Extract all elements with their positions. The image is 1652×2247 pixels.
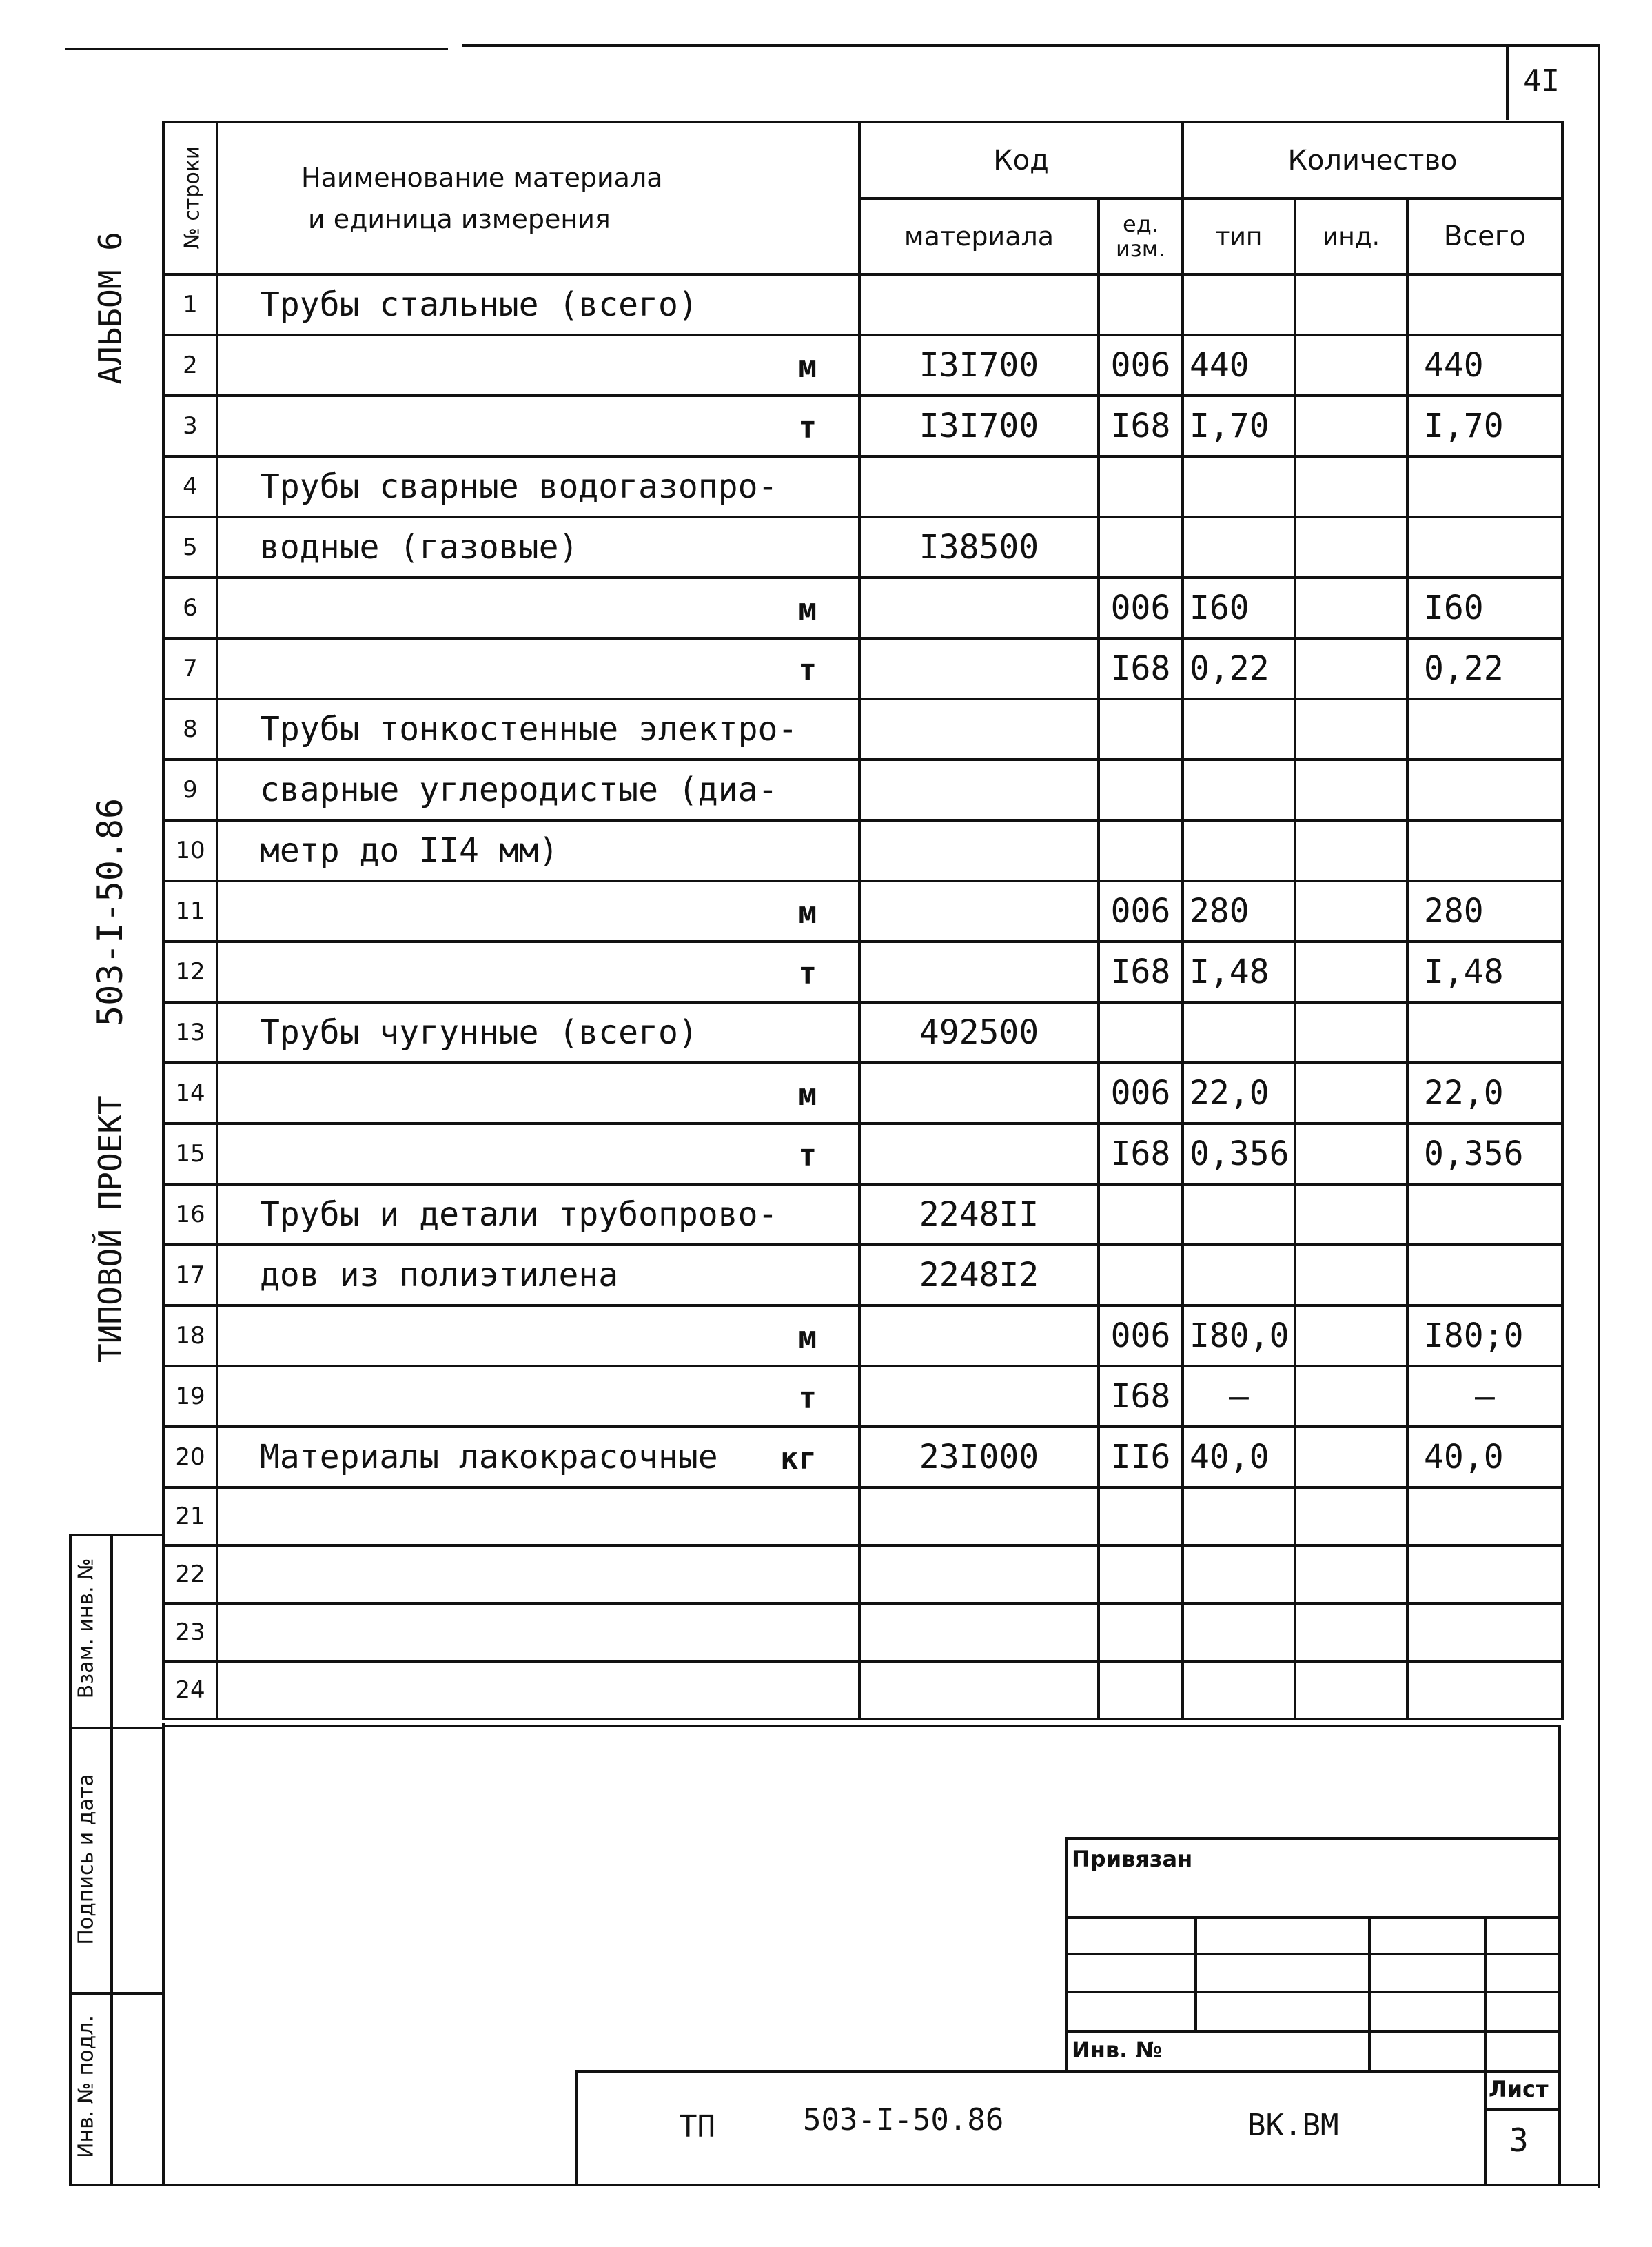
- row-number: 15: [163, 1124, 217, 1184]
- row-number: 3: [163, 396, 217, 456]
- qty-vsego: [1407, 760, 1562, 820]
- table-row: [163, 1487, 1562, 1545]
- header-name-line2: и единица измерения: [308, 203, 611, 234]
- qty-tip: 0,22: [1183, 638, 1295, 699]
- qty-ind: [1295, 1427, 1407, 1487]
- header-ind: инд.: [1295, 199, 1407, 274]
- qty-vsego: I60: [1407, 578, 1562, 638]
- material-name: [217, 638, 859, 699]
- row-number: 14: [163, 1063, 217, 1124]
- table-row: [163, 942, 1562, 1002]
- qty-tip: 40,0: [1183, 1427, 1295, 1487]
- strip-bottom: [69, 2184, 1599, 2186]
- material-name: [217, 1366, 859, 1427]
- unit-code: [1099, 1545, 1183, 1603]
- unit-code: 006: [1099, 578, 1183, 638]
- row-number: 8: [163, 699, 217, 760]
- row-number: 2: [163, 335, 217, 396]
- material-name: [217, 1427, 859, 1487]
- unit-code: [1099, 1245, 1183, 1305]
- table-row: [163, 881, 1562, 942]
- qty-ind: [1295, 1245, 1407, 1305]
- material-code: 2248I2: [859, 1245, 1099, 1305]
- measure-unit: т: [798, 1381, 817, 1416]
- row-number: 24: [163, 1661, 217, 1719]
- stamp-list-left: [1484, 2070, 1487, 2185]
- qty-ind: [1295, 1603, 1407, 1661]
- qty-vsego: I,48: [1407, 942, 1562, 1002]
- material-code: [859, 881, 1099, 942]
- table-row: [163, 1366, 1562, 1427]
- stamp-main-left: [575, 2070, 578, 2185]
- qty-ind: [1295, 942, 1407, 1002]
- material-name-text: Трубы и детали трубопрово-: [260, 1195, 778, 1234]
- table-row: [163, 396, 1562, 456]
- header-ed-izm: ед. изм.: [1099, 199, 1183, 274]
- stamp-col-2: [1368, 1916, 1371, 2071]
- material-name: [217, 760, 859, 820]
- row-number: 11: [163, 881, 217, 942]
- qty-tip: [1183, 1245, 1295, 1305]
- stamp-col-3: [1484, 1916, 1487, 2071]
- material-name: [217, 396, 859, 456]
- material-code: [859, 1366, 1099, 1427]
- qty-vsego: [1407, 1603, 1562, 1661]
- measure-unit: т: [798, 653, 817, 689]
- table-row: [163, 456, 1562, 517]
- measure-unit: кг: [780, 1441, 817, 1477]
- stamp-row-2: [1065, 1953, 1561, 1955]
- page-number-box-right: [1598, 44, 1600, 2188]
- material-code: [859, 820, 1099, 881]
- stamp-main-top: [575, 2070, 1561, 2073]
- unit-code: [1099, 1487, 1183, 1545]
- qty-ind: [1295, 1305, 1407, 1366]
- stamp-row-1: [1065, 1916, 1561, 1919]
- table-row: [163, 1124, 1562, 1184]
- material-name-text: водные (газовые): [260, 528, 579, 567]
- qty-ind: [1295, 820, 1407, 881]
- qty-vsego: [1407, 820, 1562, 881]
- measure-unit: м: [798, 1077, 817, 1113]
- qty-ind: [1295, 1002, 1407, 1063]
- material-code: [859, 274, 1099, 335]
- qty-vsego: 0,22: [1407, 638, 1562, 699]
- qty-ind: [1295, 638, 1407, 699]
- unit-code: [1099, 699, 1183, 760]
- top-rule-right: [462, 44, 1599, 47]
- unit-code: 006: [1099, 335, 1183, 396]
- qty-vsego: 440: [1407, 335, 1562, 396]
- table-row: [163, 1661, 1562, 1719]
- stamp-mark: ВК.ВМ: [1247, 2108, 1339, 2143]
- material-name-text: Трубы сварные водогазопро-: [260, 467, 778, 506]
- table-row: [163, 1545, 1562, 1603]
- material-code: 2248II: [859, 1184, 1099, 1245]
- qty-vsego: –: [1407, 1366, 1562, 1427]
- row-number: 4: [163, 456, 217, 517]
- qty-ind: [1295, 760, 1407, 820]
- header-code: Код: [859, 122, 1183, 199]
- row-number: 16: [163, 1184, 217, 1245]
- qty-vsego: 22,0: [1407, 1063, 1562, 1124]
- side-label-podpis-data: Подпись и дата: [74, 1773, 99, 1945]
- qty-tip: I60: [1183, 578, 1295, 638]
- header-name-line1: Наименование материала: [301, 162, 663, 193]
- qty-tip: [1183, 699, 1295, 760]
- material-code: [859, 456, 1099, 517]
- material-name: [217, 1661, 859, 1719]
- side-label-inv-podl: Инв. № подл.: [74, 2015, 99, 2158]
- qty-vsego: [1407, 456, 1562, 517]
- measure-unit: м: [798, 895, 817, 931]
- stamp-list-label: Лист: [1489, 2076, 1549, 2102]
- material-code: [859, 578, 1099, 638]
- unit-code: I68: [1099, 396, 1183, 456]
- table-row: [163, 1305, 1562, 1366]
- stamp-inv-no: Инв. №: [1072, 2037, 1162, 2063]
- qty-tip: [1183, 1002, 1295, 1063]
- stamp-row-3: [1065, 1991, 1561, 1993]
- row-number: 22: [163, 1545, 217, 1603]
- material-name-text: метр до II4 мм): [260, 831, 559, 870]
- material-name: [217, 335, 859, 396]
- qty-vsego: I,70: [1407, 396, 1562, 456]
- stamp-list-divider: [1484, 2108, 1561, 2111]
- qty-vsego: 0,356: [1407, 1124, 1562, 1184]
- material-name: [217, 1603, 859, 1661]
- material-code: [859, 1661, 1099, 1719]
- qty-tip: [1183, 1661, 1295, 1719]
- material-code: I3I700: [859, 396, 1099, 456]
- qty-ind: [1295, 699, 1407, 760]
- qty-tip: [1183, 517, 1295, 578]
- qty-ind: [1295, 274, 1407, 335]
- material-name: [217, 1487, 859, 1545]
- material-code: [859, 699, 1099, 760]
- material-name: [217, 1305, 859, 1366]
- row-number: 18: [163, 1305, 217, 1366]
- unit-code: [1099, 820, 1183, 881]
- material-name: [217, 1124, 859, 1184]
- material-name: [217, 942, 859, 1002]
- table-row: [163, 638, 1562, 699]
- unit-code: II6: [1099, 1427, 1183, 1487]
- material-code: [859, 1603, 1099, 1661]
- material-name-text: сварные углеродистые (диа-: [260, 771, 778, 809]
- row-number: 23: [163, 1603, 217, 1661]
- qty-ind: [1295, 1545, 1407, 1603]
- material-name: [217, 881, 859, 942]
- material-code: [859, 638, 1099, 699]
- material-name: [217, 1002, 859, 1063]
- qty-vsego: [1407, 1661, 1562, 1719]
- stamp-code: 503-I-50.86: [803, 2102, 1004, 2137]
- row-number: 12: [163, 942, 217, 1002]
- material-code: I3I700: [859, 335, 1099, 396]
- qty-tip: 0,356: [1183, 1124, 1295, 1184]
- header-name: [217, 122, 859, 274]
- unit-code: I68: [1099, 1366, 1183, 1427]
- qty-ind: [1295, 578, 1407, 638]
- header-quantity: Количество: [1183, 122, 1562, 199]
- table-row: [163, 517, 1562, 578]
- unit-code: I68: [1099, 942, 1183, 1002]
- table-row: [163, 1184, 1562, 1245]
- side-label-project-type: ТИПОВОЙ ПРОЕКТ: [92, 1095, 129, 1363]
- table-row: [163, 335, 1562, 396]
- unit-code: [1099, 1002, 1183, 1063]
- qty-tip: 280: [1183, 881, 1295, 942]
- material-name: [217, 517, 859, 578]
- qty-tip: 440: [1183, 335, 1295, 396]
- material-name-text: Трубы чугунные (всего): [260, 1013, 698, 1052]
- qty-vsego: [1407, 517, 1562, 578]
- material-name: [217, 456, 859, 517]
- table-row: [163, 578, 1562, 638]
- row-number: 21: [163, 1487, 217, 1545]
- qty-ind: [1295, 335, 1407, 396]
- qty-tip: I80,0: [1183, 1305, 1295, 1366]
- material-name-text: Трубы тонкостенные электро-: [260, 710, 798, 749]
- materials-table-body: [163, 274, 1562, 1719]
- frame-right-edge: [1558, 1725, 1561, 2186]
- qty-tip: [1183, 1184, 1295, 1245]
- page-number-box-left: [1506, 44, 1509, 120]
- header-row-num: № строки: [163, 122, 217, 274]
- row-number: 1: [163, 274, 217, 335]
- unit-code: 006: [1099, 881, 1183, 942]
- qty-ind: [1295, 517, 1407, 578]
- qty-tip: [1183, 1487, 1295, 1545]
- material-code: [859, 760, 1099, 820]
- table-row: [163, 1245, 1562, 1305]
- material-name: [217, 578, 859, 638]
- header-material: материала: [859, 199, 1099, 274]
- qty-tip: [1183, 1603, 1295, 1661]
- stamp-privyazan: Привязан: [1072, 1846, 1193, 1872]
- frame-left-edge: [162, 1723, 165, 2185]
- material-code: [859, 1305, 1099, 1366]
- material-code: [859, 1063, 1099, 1124]
- qty-ind: [1295, 456, 1407, 517]
- qty-ind: [1295, 881, 1407, 942]
- materials-table: [162, 121, 1564, 1720]
- table-row: [163, 699, 1562, 760]
- material-code: 492500: [859, 1002, 1099, 1063]
- row-number: 6: [163, 578, 217, 638]
- side-label-project-code: 503-I-50.86: [90, 797, 130, 1026]
- table-row: [163, 820, 1562, 881]
- qty-vsego: [1407, 1245, 1562, 1305]
- table-row: [163, 760, 1562, 820]
- material-code: I38500: [859, 517, 1099, 578]
- qty-tip: [1183, 1545, 1295, 1603]
- unit-code: [1099, 760, 1183, 820]
- qty-ind: [1295, 1487, 1407, 1545]
- material-name: [217, 1063, 859, 1124]
- qty-tip: [1183, 820, 1295, 881]
- row-number: 5: [163, 517, 217, 578]
- material-name: [217, 699, 859, 760]
- material-name: [217, 274, 859, 335]
- qty-ind: [1295, 1063, 1407, 1124]
- material-code: [859, 1124, 1099, 1184]
- unit-code: [1099, 456, 1183, 517]
- stamp-col-1: [1194, 1916, 1197, 2030]
- side-label-album: АЛЬБОМ 6: [92, 232, 129, 385]
- strip-divider-1: [69, 1727, 162, 1729]
- row-number: 7: [163, 638, 217, 699]
- qty-ind: [1295, 1661, 1407, 1719]
- material-code: [859, 1487, 1099, 1545]
- qty-vsego: [1407, 699, 1562, 760]
- measure-unit: м: [798, 592, 817, 628]
- qty-vsego: [1407, 1545, 1562, 1603]
- row-number: 19: [163, 1366, 217, 1427]
- material-name: [217, 820, 859, 881]
- qty-vsego: [1407, 1002, 1562, 1063]
- row-number: 10: [163, 820, 217, 881]
- row-number: 9: [163, 760, 217, 820]
- qty-tip: 22,0: [1183, 1063, 1295, 1124]
- qty-vsego: 40,0: [1407, 1427, 1562, 1487]
- qty-ind: [1295, 1366, 1407, 1427]
- material-name-text: Трубы стальные (всего): [260, 285, 698, 324]
- stamp-row-4: [1065, 2030, 1561, 2033]
- measure-unit: м: [798, 1320, 817, 1356]
- qty-vsego: [1407, 274, 1562, 335]
- row-number: 17: [163, 1245, 217, 1305]
- material-name: [217, 1245, 859, 1305]
- material-name-text: Материалы лакокрасочные: [260, 1438, 718, 1476]
- qty-vsego: 280: [1407, 881, 1562, 942]
- strip-left-edge: [69, 1534, 72, 2185]
- table-row: [163, 1603, 1562, 1661]
- measure-unit: т: [798, 956, 817, 992]
- material-code: [859, 1545, 1099, 1603]
- stamp-list-value: 3: [1509, 2122, 1529, 2159]
- qty-vsego: I80;0: [1407, 1305, 1562, 1366]
- material-code: 23I000: [859, 1427, 1099, 1487]
- qty-vsego: [1407, 1184, 1562, 1245]
- qty-ind: [1295, 1184, 1407, 1245]
- unit-code: [1099, 517, 1183, 578]
- unit-code: [1099, 1184, 1183, 1245]
- top-rule-left: [65, 48, 448, 50]
- qty-tip: –: [1183, 1366, 1295, 1427]
- measure-unit: т: [798, 410, 817, 446]
- material-name: [217, 1184, 859, 1245]
- table-row: [163, 1427, 1562, 1487]
- table-row: [163, 1063, 1562, 1124]
- stamp-top: [1065, 1837, 1561, 1840]
- unit-code: 006: [1099, 1305, 1183, 1366]
- header-tip: тип: [1183, 199, 1295, 274]
- qty-tip: [1183, 274, 1295, 335]
- table-row: [163, 274, 1562, 335]
- unit-code: [1099, 1661, 1183, 1719]
- measure-unit: т: [798, 1138, 817, 1174]
- measure-unit: м: [798, 349, 817, 385]
- unit-code: [1099, 274, 1183, 335]
- strip-inner-edge: [110, 1534, 113, 2185]
- stamp-tp: ТП: [679, 2109, 715, 2144]
- unit-code: 006: [1099, 1063, 1183, 1124]
- qty-ind: [1295, 396, 1407, 456]
- qty-tip: I,48: [1183, 942, 1295, 1002]
- qty-tip: [1183, 456, 1295, 517]
- frame-bottom-of-table-area: [162, 1725, 1561, 1727]
- side-label-vzam-inv: Взам. инв. №: [74, 1558, 99, 1699]
- qty-ind: [1295, 1124, 1407, 1184]
- material-name: [217, 1545, 859, 1603]
- material-name-text: дов из полиэтилена: [260, 1256, 619, 1294]
- qty-tip: [1183, 760, 1295, 820]
- qty-vsego: [1407, 1487, 1562, 1545]
- table-row: [163, 1002, 1562, 1063]
- row-number: 20: [163, 1427, 217, 1487]
- row-number: 13: [163, 1002, 217, 1063]
- material-code: [859, 942, 1099, 1002]
- qty-tip: I,70: [1183, 396, 1295, 456]
- page-number: 4I: [1523, 63, 1560, 99]
- unit-code: I68: [1099, 638, 1183, 699]
- header-vsego: Всего: [1407, 199, 1562, 274]
- unit-code: [1099, 1603, 1183, 1661]
- unit-code: I68: [1099, 1124, 1183, 1184]
